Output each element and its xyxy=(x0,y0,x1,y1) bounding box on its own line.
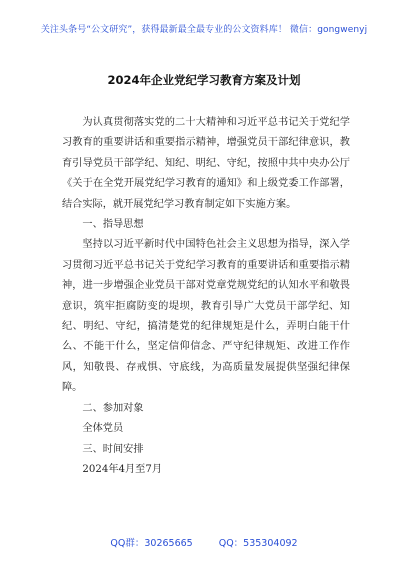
qq-label: QQ：535304092 xyxy=(218,538,298,549)
intro-paragraph: 为认真贯彻落实党的二十大精神和习近平总书记关于党纪学习教育的重要讲话和重要指示精神，增强党员干部纪律意识，教育引导党员干部学纪、知纪、明纪、守纪，按照中共中央办公厅《关于在全党开展党纪学习教育的通知》和上级党委工作部署，结合实际，就开展党纪学习教育制定如下实施方案。 xyxy=(62,117,350,210)
guiding-ideology-paragraph: 坚持以习近平新时代中国特色社会主义思想为指导，深入学习贯彻习近平总书记关于党纪学习教育的重要讲话和重要指示精神，进一步增强企业党员干部对党章党规党纪的认知水平和敬畏意识，筑牢拒腐防变的堤坝，教育引导广大党员干部学纪、知纪、明纪、守纪，搞清楚党的纪律规矩是什么，弄明白能干什么、不能干什么，坚定信仰信念、严守纪律规矩、改进工作作风，知敬畏、存戒惧、守底线，为高质量发展提供坚强纪律保障。 xyxy=(62,239,350,394)
document-body xyxy=(62,113,350,480)
participants-text: 全体党员 xyxy=(82,423,124,435)
section-heading-guiding-ideology: 一、指导思想 xyxy=(82,219,144,231)
header-banner: 关注头条号“公文研究”，获得最新最全最专业的公文资料库！ 微信：gongwenyj xyxy=(40,25,368,35)
section-heading-schedule: 三、时间安排 xyxy=(82,443,144,455)
schedule-text: 2024年4月至7月 xyxy=(82,463,163,475)
section-heading-participants: 二、参加对象 xyxy=(82,402,144,414)
qq-group-label: QQ群：30265665 xyxy=(110,538,193,549)
footer-contact xyxy=(0,535,408,549)
document-title: 2024年企业党纪学习教育方案及计划 xyxy=(107,73,301,87)
